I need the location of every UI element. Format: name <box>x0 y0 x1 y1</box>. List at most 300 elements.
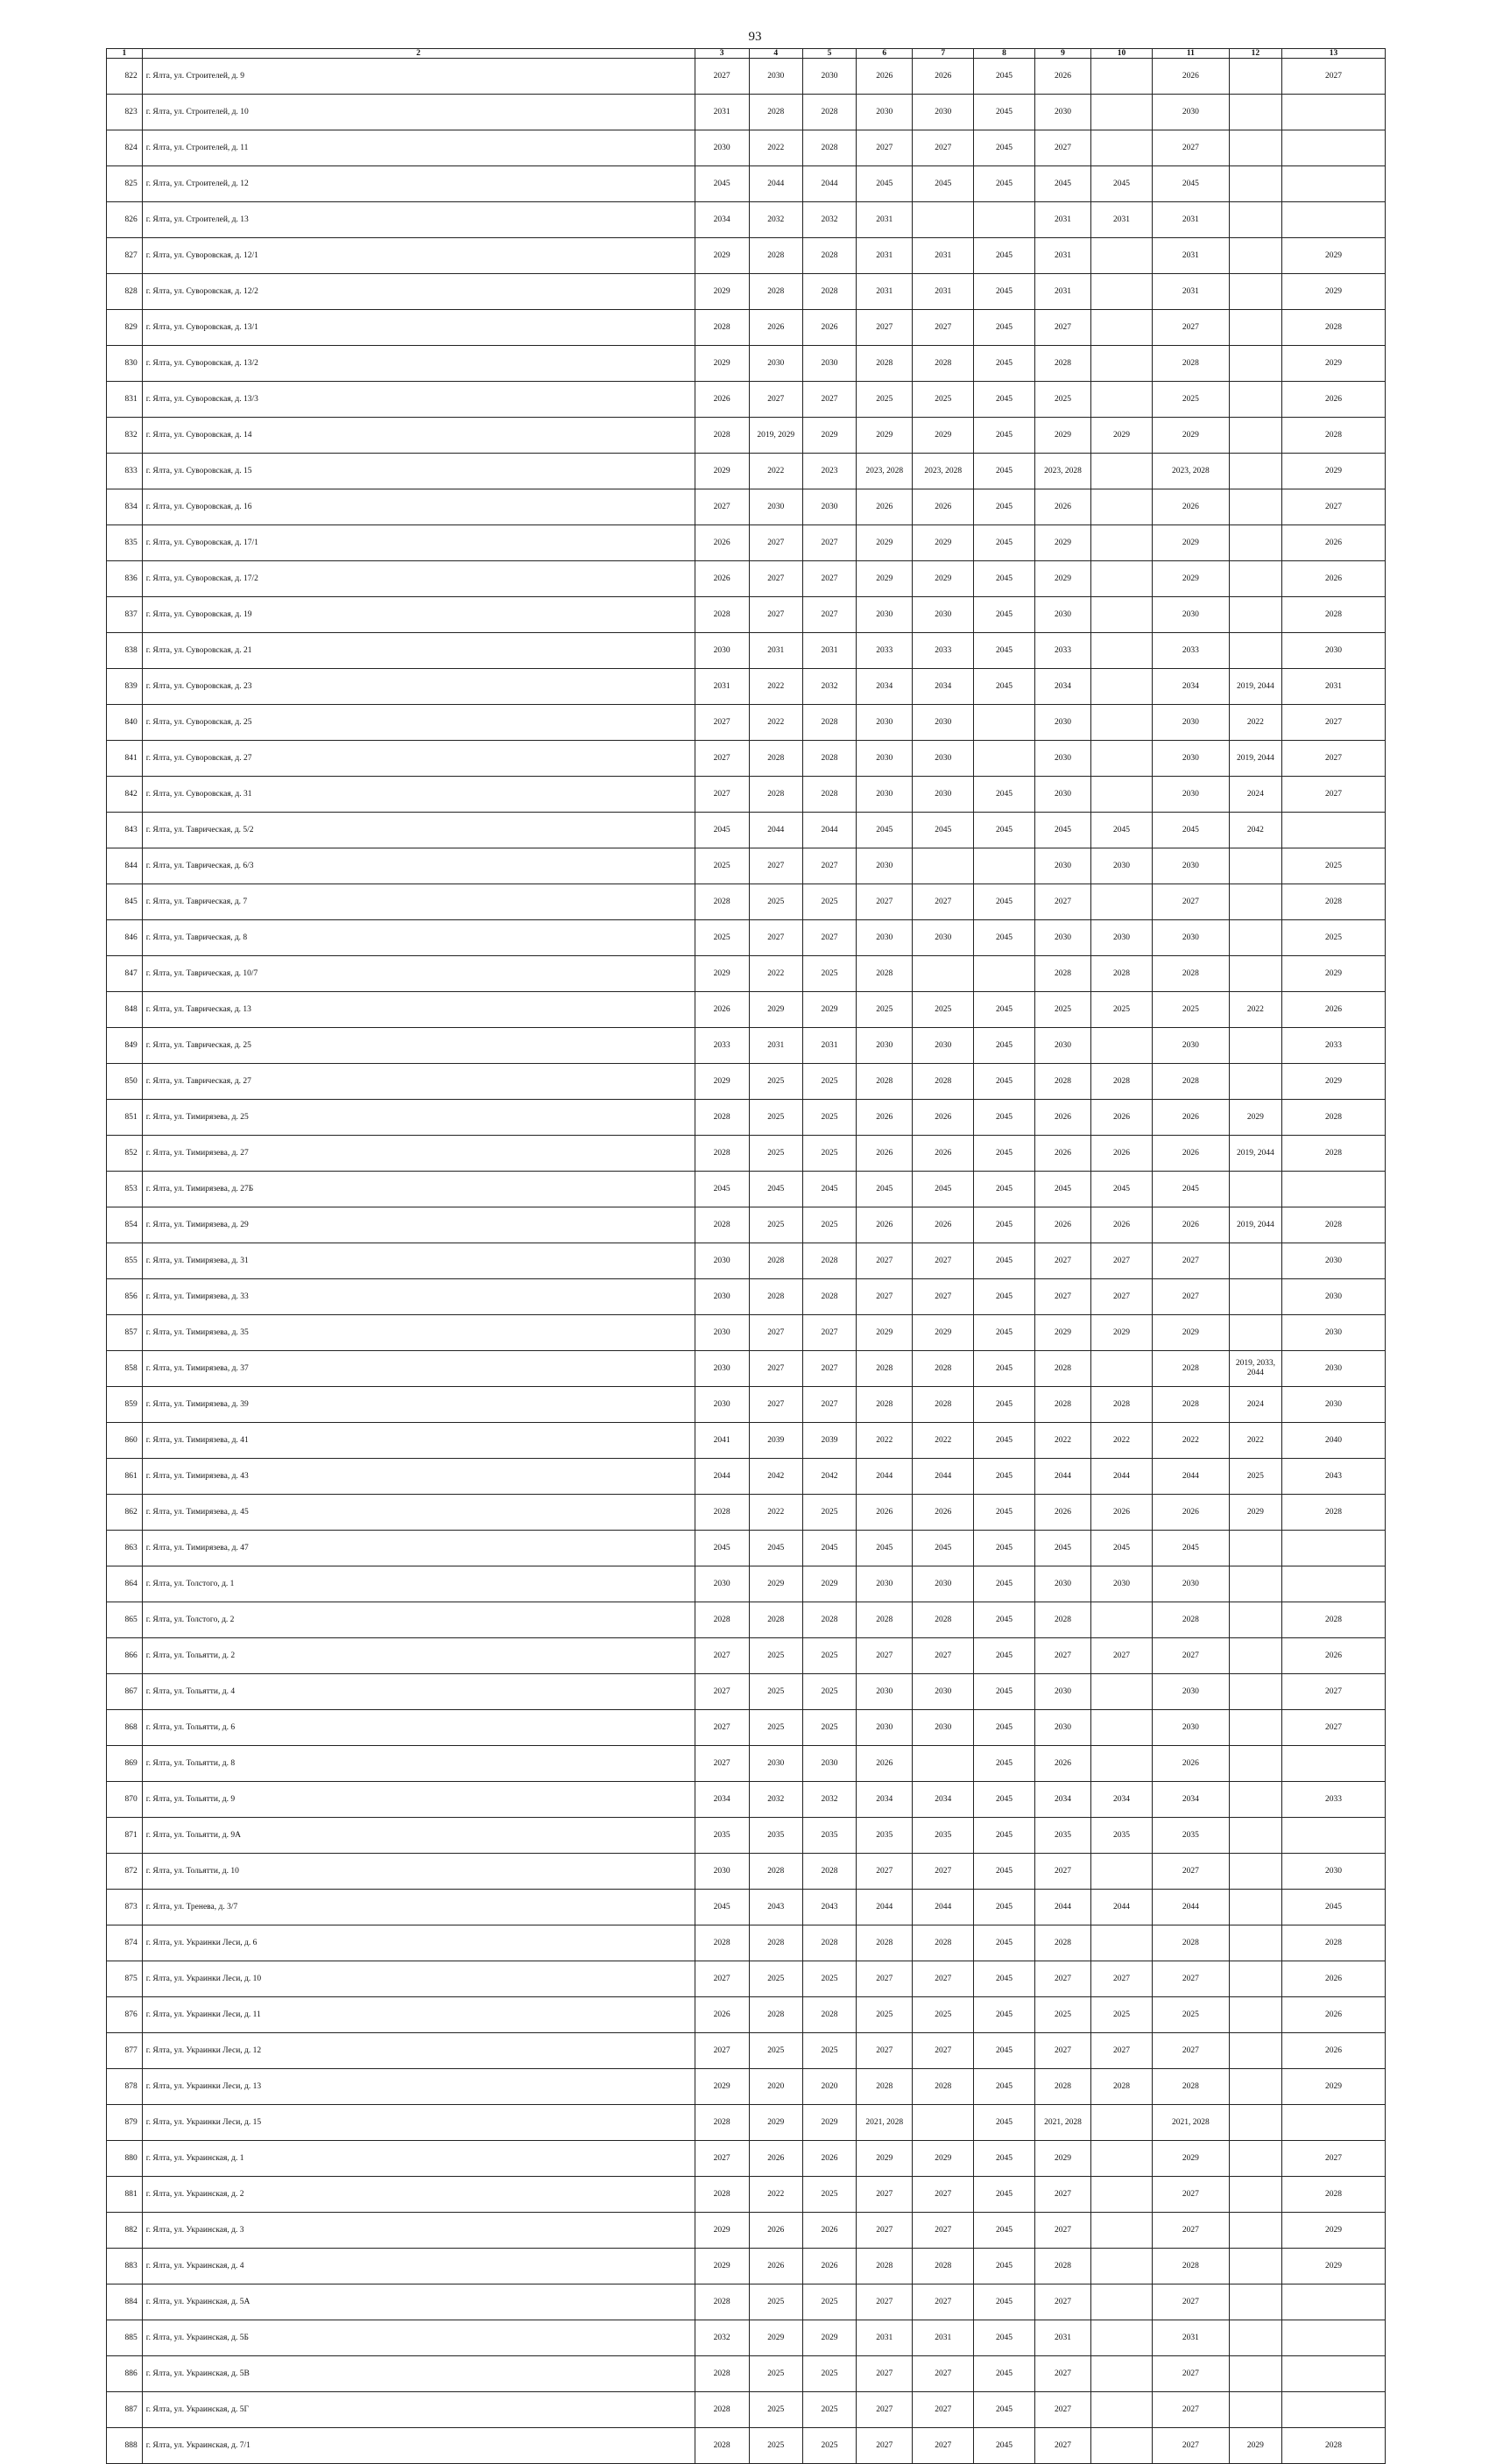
address-cell: г. Ялта, ул. Таврическая, д. 13 <box>142 992 695 1028</box>
year-cell: 2045 <box>974 1818 1035 1854</box>
year-cell: 2045 <box>695 166 749 202</box>
year-cell <box>1091 1351 1153 1387</box>
year-cell: 2027 <box>802 525 856 561</box>
table-row <box>107 1961 1386 1997</box>
year-cell: 2027 <box>913 2428 974 2464</box>
row-number-cell: 848 <box>107 992 143 1028</box>
year-cell <box>1091 382 1153 418</box>
year-cell: 2026 <box>802 2141 856 2177</box>
year-cell: 2030 <box>695 1279 749 1315</box>
year-cell <box>1229 1279 1281 1315</box>
year-cell: 2022 <box>1229 992 1281 1028</box>
year-cell: 2026 <box>1091 1136 1153 1172</box>
year-cell <box>1229 2033 1281 2069</box>
address-cell: г. Ялта, ул. Толстого, д. 1 <box>142 1566 695 1602</box>
year-cell: 2026 <box>749 2213 802 2249</box>
year-cell: 2028 <box>1281 1136 1385 1172</box>
year-cell: 2030 <box>1152 1566 1229 1602</box>
year-cell <box>1229 166 1281 202</box>
year-cell: 2030 <box>1152 920 1229 956</box>
year-cell: 2045 <box>974 1136 1035 1172</box>
year-cell: 2028 <box>802 1854 856 1890</box>
year-cell: 2030 <box>913 95 974 130</box>
year-cell: 2042 <box>749 1459 802 1495</box>
table-row <box>107 597 1386 633</box>
year-cell: 2025 <box>802 2392 856 2428</box>
year-cell: 2028 <box>695 1602 749 1638</box>
year-cell: 2027 <box>802 382 856 418</box>
year-cell <box>1281 2105 1385 2141</box>
year-cell <box>1229 310 1281 346</box>
year-cell: 2026 <box>1281 561 1385 597</box>
year-cell: 2045 <box>974 166 1035 202</box>
year-cell <box>1281 95 1385 130</box>
row-number-cell: 857 <box>107 1315 143 1351</box>
year-cell: 2028 <box>695 418 749 454</box>
year-cell: 2029 <box>1229 1495 1281 1531</box>
year-cell: 2027 <box>1152 2392 1229 2428</box>
year-cell: 2030 <box>913 741 974 777</box>
year-cell <box>1229 2213 1281 2249</box>
year-cell: 2028 <box>913 1925 974 1961</box>
year-cell: 2029 <box>1229 2428 1281 2464</box>
year-cell: 2045 <box>974 813 1035 848</box>
year-cell <box>1091 274 1153 310</box>
year-cell: 2028 <box>1091 1387 1153 1423</box>
year-cell: 2045 <box>913 813 974 848</box>
year-cell: 2027 <box>913 1638 974 1674</box>
year-cell: 2031 <box>802 633 856 669</box>
address-cell: г. Ялта, ул. Таврическая, д. 27 <box>142 1064 695 1100</box>
year-cell: 2030 <box>857 597 913 633</box>
year-cell: 2031 <box>802 1028 856 1064</box>
year-cell <box>1091 238 1153 274</box>
year-cell: 2030 <box>1281 1315 1385 1351</box>
year-cell: 2027 <box>1034 1243 1090 1279</box>
year-cell: 2030 <box>1152 777 1229 813</box>
year-cell: 2027 <box>913 1243 974 1279</box>
year-cell <box>1091 561 1153 597</box>
year-cell: 2045 <box>974 1674 1035 1710</box>
address-cell: г. Ялта, ул. Таврическая, д. 5/2 <box>142 813 695 848</box>
year-cell: 2025 <box>1229 1459 1281 1495</box>
address-cell: г. Ялта, ул. Таврическая, д. 6/3 <box>142 848 695 884</box>
year-cell: 2030 <box>913 777 974 813</box>
address-cell: г. Ялта, ул. Строителей, д. 12 <box>142 166 695 202</box>
year-cell: 2030 <box>695 633 749 669</box>
year-cell: 2031 <box>1034 2320 1090 2356</box>
year-cell: 2027 <box>913 2177 974 2213</box>
year-cell: 2031 <box>913 274 974 310</box>
year-cell: 2027 <box>857 1961 913 1997</box>
year-cell: 2030 <box>857 705 913 741</box>
address-cell: г. Ялта, ул. Тимирязева, д. 43 <box>142 1459 695 1495</box>
year-cell <box>1091 2392 1153 2428</box>
year-cell: 2045 <box>974 2249 1035 2284</box>
year-cell: 2044 <box>1152 1459 1229 1495</box>
year-cell: 2027 <box>857 2428 913 2464</box>
year-cell: 2029 <box>1152 525 1229 561</box>
row-number-cell: 886 <box>107 2356 143 2392</box>
year-cell <box>1281 202 1385 238</box>
year-cell: 2045 <box>974 1423 1035 1459</box>
year-cell: 2028 <box>1034 1351 1090 1387</box>
address-cell: г. Ялта, ул. Суворовская, д. 17/1 <box>142 525 695 561</box>
year-cell: 2045 <box>974 2033 1035 2069</box>
year-cell: 2045 <box>974 2392 1035 2428</box>
year-cell: 2045 <box>974 238 1035 274</box>
table-row <box>107 1602 1386 1638</box>
row-number-cell: 869 <box>107 1746 143 1782</box>
year-cell: 2045 <box>974 920 1035 956</box>
year-cell: 2028 <box>857 1602 913 1638</box>
year-cell: 2026 <box>857 1100 913 1136</box>
row-number-cell: 839 <box>107 669 143 705</box>
row-number-cell: 876 <box>107 1997 143 2033</box>
year-cell: 2030 <box>857 920 913 956</box>
year-cell: 2028 <box>802 95 856 130</box>
row-number-cell: 877 <box>107 2033 143 2069</box>
year-cell: 2045 <box>749 1531 802 1566</box>
year-cell: 2029 <box>749 2320 802 2356</box>
year-cell: 2028 <box>1034 956 1090 992</box>
year-cell <box>1229 274 1281 310</box>
year-cell: 2045 <box>974 130 1035 166</box>
row-number-cell: 829 <box>107 310 143 346</box>
year-cell: 2025 <box>749 1674 802 1710</box>
year-cell: 2029 <box>857 525 913 561</box>
year-cell: 2027 <box>857 2033 913 2069</box>
address-cell: г. Ялта, ул. Тимирязева, д. 47 <box>142 1531 695 1566</box>
year-cell: 2027 <box>857 2177 913 2213</box>
year-cell: 2028 <box>749 1602 802 1638</box>
year-cell: 2030 <box>1034 705 1090 741</box>
year-cell: 2045 <box>974 633 1035 669</box>
year-cell: 2034 <box>1034 1782 1090 1818</box>
year-cell <box>913 2105 974 2141</box>
year-cell: 2027 <box>913 310 974 346</box>
year-cell: 2028 <box>1034 2069 1090 2105</box>
year-cell: 2029 <box>1281 1064 1385 1100</box>
year-cell: 2028 <box>695 1495 749 1531</box>
year-cell: 2026 <box>802 310 856 346</box>
year-cell <box>1229 1638 1281 1674</box>
row-number-cell: 866 <box>107 1638 143 1674</box>
year-cell: 2027 <box>695 2141 749 2177</box>
row-number-cell: 837 <box>107 597 143 633</box>
year-cell: 2045 <box>974 274 1035 310</box>
year-cell: 2028 <box>857 1925 913 1961</box>
year-cell: 2045 <box>974 1207 1035 1243</box>
year-cell: 2033 <box>1152 633 1229 669</box>
address-cell: г. Ялта, ул. Украинская, д. 5В <box>142 2356 695 2392</box>
year-cell: 2029 <box>1034 418 1090 454</box>
address-cell: г. Ялта, ул. Украинки Леси, д. 15 <box>142 2105 695 2141</box>
year-cell: 2027 <box>1034 2428 1090 2464</box>
row-number-cell: 833 <box>107 454 143 489</box>
year-cell <box>1281 2320 1385 2356</box>
year-cell: 2027 <box>1152 884 1229 920</box>
row-number-cell: 879 <box>107 2105 143 2141</box>
year-cell: 2032 <box>802 1782 856 1818</box>
year-cell: 2027 <box>749 382 802 418</box>
year-cell: 2028 <box>1091 956 1153 992</box>
row-number-cell: 873 <box>107 1890 143 1925</box>
year-cell: 2030 <box>913 1028 974 1064</box>
year-cell: 2026 <box>1281 1961 1385 1997</box>
year-cell: 2024 <box>1229 777 1281 813</box>
year-cell <box>1091 525 1153 561</box>
address-cell: г. Ялта, ул. Тимирязева, д. 27 <box>142 1136 695 1172</box>
year-cell: 2035 <box>749 1818 802 1854</box>
year-cell: 2029 <box>749 2105 802 2141</box>
year-cell: 2028 <box>1152 346 1229 382</box>
year-cell: 2027 <box>1034 1279 1090 1315</box>
year-cell: 2027 <box>749 1387 802 1423</box>
year-cell <box>1229 2284 1281 2320</box>
year-cell <box>1229 2356 1281 2392</box>
year-cell: 2026 <box>1281 382 1385 418</box>
year-cell: 2034 <box>913 669 974 705</box>
year-cell: 2027 <box>1152 2356 1229 2392</box>
year-cell: 2025 <box>1034 1997 1090 2033</box>
year-cell <box>1091 2428 1153 2464</box>
address-cell: г. Ялта, ул. Тимирязева, д. 41 <box>142 1423 695 1459</box>
address-cell: г. Ялта, ул. Тимирязева, д. 29 <box>142 1207 695 1243</box>
year-cell: 2045 <box>974 346 1035 382</box>
year-cell: 2028 <box>1152 2249 1229 2284</box>
row-number-cell: 871 <box>107 1818 143 1854</box>
row-number-cell: 888 <box>107 2428 143 2464</box>
year-cell: 2029 <box>1152 561 1229 597</box>
year-cell: 2025 <box>749 884 802 920</box>
year-cell <box>1091 130 1153 166</box>
year-cell: 2028 <box>1034 1925 1090 1961</box>
year-cell <box>1091 741 1153 777</box>
row-number-cell: 854 <box>107 1207 143 1243</box>
year-cell: 2028 <box>913 1602 974 1638</box>
year-cell: 2025 <box>913 1997 974 2033</box>
year-cell <box>1281 1531 1385 1566</box>
table-row <box>107 525 1386 561</box>
year-cell: 2026 <box>857 1746 913 1782</box>
year-cell: 2027 <box>749 597 802 633</box>
table-row <box>107 1172 1386 1207</box>
table-row <box>107 705 1386 741</box>
year-cell <box>1229 2177 1281 2213</box>
table-row <box>107 777 1386 813</box>
year-cell <box>1091 489 1153 525</box>
address-cell: г. Ялта, ул. Украинская, д. 7/1 <box>142 2428 695 2464</box>
year-cell: 2028 <box>695 884 749 920</box>
year-cell: 2027 <box>1152 310 1229 346</box>
row-number-cell: 845 <box>107 884 143 920</box>
year-cell: 2027 <box>749 1315 802 1351</box>
year-cell <box>1091 1925 1153 1961</box>
year-cell: 2029 <box>1034 525 1090 561</box>
year-cell: 2028 <box>802 1997 856 2033</box>
year-cell: 2028 <box>1281 597 1385 633</box>
year-cell: 2022 <box>1229 1423 1281 1459</box>
year-cell: 2045 <box>974 1315 1035 1351</box>
page-number: 93 <box>748 30 762 44</box>
year-cell: 2027 <box>1034 2356 1090 2392</box>
year-cell: 2030 <box>1281 1351 1385 1387</box>
year-cell: 2027 <box>1034 2284 1090 2320</box>
table-row <box>107 274 1386 310</box>
year-cell <box>1091 1028 1153 1064</box>
table-row <box>107 1566 1386 1602</box>
year-cell: 2029 <box>802 2105 856 2141</box>
year-cell: 2026 <box>857 59 913 95</box>
year-cell <box>1229 2320 1281 2356</box>
address-cell: г. Ялта, ул. Таврическая, д. 8 <box>142 920 695 956</box>
year-cell: 2045 <box>974 1028 1035 1064</box>
year-cell: 2027 <box>913 2213 974 2249</box>
year-cell: 2022 <box>749 454 802 489</box>
year-cell: 2031 <box>913 238 974 274</box>
address-cell: г. Ялта, ул. Строителей, д. 11 <box>142 130 695 166</box>
year-cell: 2029 <box>1281 454 1385 489</box>
year-cell <box>1091 2105 1153 2141</box>
year-cell: 2026 <box>1152 1495 1229 1531</box>
table-row <box>107 1782 1386 1818</box>
year-cell: 2031 <box>1034 202 1090 238</box>
address-cell: г. Ялта, ул. Тренева, д. 3/7 <box>142 1890 695 1925</box>
table-row <box>107 813 1386 848</box>
year-cell: 2030 <box>857 1028 913 1064</box>
row-number-cell: 856 <box>107 1279 143 1315</box>
year-cell: 2027 <box>913 2392 974 2428</box>
year-cell: 2027 <box>695 1674 749 1710</box>
year-cell: 2025 <box>857 992 913 1028</box>
year-cell: 2039 <box>802 1423 856 1459</box>
table-row <box>107 669 1386 705</box>
row-number-cell: 852 <box>107 1136 143 1172</box>
year-cell: 2030 <box>749 346 802 382</box>
row-number-cell: 863 <box>107 1531 143 1566</box>
year-cell: 2027 <box>1152 130 1229 166</box>
year-cell <box>1091 705 1153 741</box>
address-cell: г. Ялта, ул. Тольятти, д. 8 <box>142 1746 695 1782</box>
table-row <box>107 130 1386 166</box>
year-cell: 2027 <box>695 777 749 813</box>
year-cell: 2045 <box>974 1387 1035 1423</box>
year-cell: 2028 <box>1281 1925 1385 1961</box>
year-cell: 2030 <box>1034 597 1090 633</box>
column-header-6: 6 <box>857 49 913 59</box>
address-cell: г. Ялта, ул. Тимирязева, д. 33 <box>142 1279 695 1315</box>
year-cell: 2027 <box>695 489 749 525</box>
address-cell: г. Ялта, ул. Тольятти, д. 2 <box>142 1638 695 1674</box>
year-cell: 2026 <box>1091 1100 1153 1136</box>
table-row <box>107 310 1386 346</box>
year-cell: 2026 <box>913 1207 974 1243</box>
year-cell: 2030 <box>695 130 749 166</box>
year-cell: 2027 <box>1034 884 1090 920</box>
year-cell: 2045 <box>1091 1172 1153 1207</box>
year-cell: 2030 <box>1091 848 1153 884</box>
year-cell: 2025 <box>749 2356 802 2392</box>
year-cell: 2045 <box>1034 166 1090 202</box>
year-cell: 2030 <box>913 705 974 741</box>
year-cell: 2026 <box>913 1136 974 1172</box>
row-number-cell: 832 <box>107 418 143 454</box>
year-cell: 2030 <box>1034 777 1090 813</box>
row-number-cell: 847 <box>107 956 143 992</box>
year-cell: 2027 <box>857 2213 913 2249</box>
row-number-cell: 885 <box>107 2320 143 2356</box>
year-cell: 2045 <box>974 1279 1035 1315</box>
year-cell: 2025 <box>913 992 974 1028</box>
year-cell <box>1229 202 1281 238</box>
year-cell: 2045 <box>695 813 749 848</box>
year-cell <box>1229 1243 1281 1279</box>
column-header-12: 12 <box>1229 49 1281 59</box>
table-row <box>107 166 1386 202</box>
year-cell: 2029 <box>695 2213 749 2249</box>
year-cell: 2031 <box>1281 669 1385 705</box>
year-cell: 2019, 2044 <box>1229 669 1281 705</box>
year-cell: 2029 <box>1152 1315 1229 1351</box>
year-cell: 2030 <box>857 777 913 813</box>
year-cell: 2045 <box>974 1531 1035 1566</box>
table-row <box>107 633 1386 669</box>
year-cell: 2029 <box>857 1315 913 1351</box>
year-cell: 2026 <box>1091 1207 1153 1243</box>
year-cell: 2026 <box>1034 1495 1090 1531</box>
year-cell: 2026 <box>1281 525 1385 561</box>
data-table <box>106 48 1386 2464</box>
address-cell: г. Ялта, ул. Тимирязева, д. 35 <box>142 1315 695 1351</box>
year-cell: 2030 <box>1152 848 1229 884</box>
year-cell: 2028 <box>1152 1602 1229 1638</box>
year-cell: 2027 <box>749 1351 802 1387</box>
year-cell: 2045 <box>974 454 1035 489</box>
column-header-1: 1 <box>107 49 143 59</box>
year-cell: 2028 <box>749 274 802 310</box>
year-cell <box>974 956 1035 992</box>
year-cell: 2028 <box>1281 1495 1385 1531</box>
year-cell: 2025 <box>749 1136 802 1172</box>
year-cell: 2028 <box>1281 2428 1385 2464</box>
year-cell: 2030 <box>695 1243 749 1279</box>
year-cell: 2025 <box>913 382 974 418</box>
year-cell: 2026 <box>1281 992 1385 1028</box>
address-cell: г. Ялта, ул. Суворовская, д. 15 <box>142 454 695 489</box>
year-cell: 2028 <box>857 956 913 992</box>
year-cell: 2028 <box>857 1064 913 1100</box>
year-cell: 2025 <box>749 2428 802 2464</box>
year-cell: 2029 <box>1229 1100 1281 1136</box>
year-cell: 2034 <box>695 202 749 238</box>
year-cell: 2033 <box>1281 1782 1385 1818</box>
year-cell: 2023, 2028 <box>1034 454 1090 489</box>
column-header-11: 11 <box>1152 49 1229 59</box>
address-cell: г. Ялта, ул. Суворовская, д. 27 <box>142 741 695 777</box>
year-cell: 2045 <box>974 1064 1035 1100</box>
year-cell: 2034 <box>857 1782 913 1818</box>
year-cell: 2027 <box>1152 2177 1229 2213</box>
address-cell: г. Ялта, ул. Украинская, д. 5Б <box>142 2320 695 2356</box>
row-number-cell: 840 <box>107 705 143 741</box>
year-cell: 2030 <box>695 1854 749 1890</box>
year-cell: 2027 <box>857 130 913 166</box>
row-number-cell: 884 <box>107 2284 143 2320</box>
year-cell: 2025 <box>749 1100 802 1136</box>
year-cell: 2027 <box>1034 2213 1090 2249</box>
year-cell <box>1091 95 1153 130</box>
